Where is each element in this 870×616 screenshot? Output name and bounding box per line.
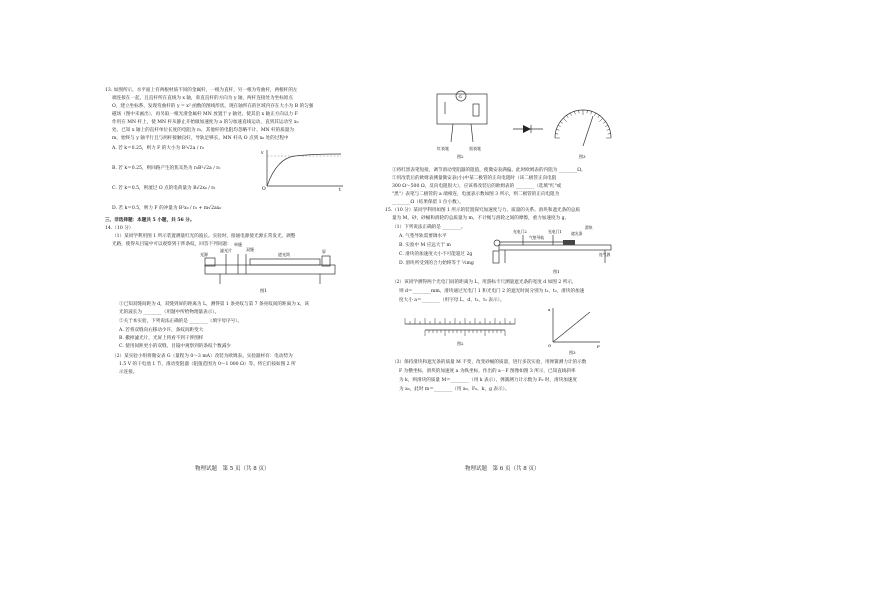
dial-tick	[560, 122, 562, 124]
label-air-source: 连气源	[599, 252, 611, 257]
microammeter-symbol: G	[458, 94, 462, 99]
red-probe-lead	[451, 124, 453, 142]
af-f-label: F	[597, 344, 600, 349]
q14-heading: 14.（10 分）	[105, 226, 134, 231]
af-caption: 图3	[569, 350, 576, 355]
dial-tick	[598, 115, 600, 117]
screen	[322, 256, 330, 266]
dial-tick	[556, 129, 559, 130]
fig1-caption: 图1	[260, 288, 267, 293]
q15-line: 量为 M，砂、砂桶和滑轮的总质量为 m，不计绳与滑轮之间的摩擦，重力加速度为 g。	[392, 216, 570, 221]
a-f-graph	[545, 306, 605, 355]
q15b-line: 则 d＝________mm。滑块通过光电门 1 和光电门 2 的遮光时间分别为 t₁、t₂，滑块的加速	[399, 289, 585, 294]
q14b-line: "黑"）表笔与二极管的 a 端相连，电流表示数如图 3 所示，则二极管的正向电阻为	[392, 192, 560, 197]
dial-tick	[563, 118, 567, 122]
meter-dial-figure	[553, 106, 613, 161]
fig2-caption: 图2	[457, 154, 464, 159]
section-heading: 三、非选择题：本题共 5 小题，共 56 分。	[105, 218, 195, 223]
q14-line: 光的波长为 ________（用题中所给物理量表示）。	[119, 310, 220, 315]
right-page-footer: 物理试题 第 6 页（共 8 页）	[465, 466, 540, 472]
q13-line: O，建立坐标系，发现弯曲杆的 y = x² 函数的图线形状。现在轴所在的区域内存在大小为 B 的匀强	[112, 104, 314, 109]
q15c-line: 为 a₀，此时 m＝________（用 a₀、F₀、k、g 表示）。	[399, 387, 510, 392]
q15-option-b: B. 实验中 M 应远大于 m	[399, 243, 451, 248]
q14-option-b: B. 撤掉滤光片，光屏上将看不到干涉图样	[119, 336, 204, 341]
dial-tick	[570, 113, 571, 116]
q13-line: 作用在 MN 杆上，使 MN 杆从静止开始做加速度为 a 的匀加速直线运动，直到其运动至 x₀	[112, 120, 299, 125]
q13-line: m，始终与 y 轴平行且与两杆接触良好，导轨足够长，MN 杆从 O 点到 x₀ 处的过程中	[112, 136, 289, 141]
q14-line: 示连接。	[119, 370, 138, 375]
red-probe-label: 红表笔	[437, 146, 449, 151]
q15c-line: （3）保持滑块和遮光条的质量 M 不变，改变砂桶的质量，进行多次实验，用弹簧测力计的示数	[392, 360, 587, 365]
q14-line: ②关于本实验，下列说法正确的是 ________（填字母序号）。	[119, 319, 243, 324]
af-origin-label: O	[548, 343, 552, 348]
fig1-label-source: 光源	[200, 252, 208, 257]
q15c-line: F 为横坐标，滑块的加速度 a 为纵坐标，作出的 a－F 图像如图 3 所示，已知直线斜率	[399, 369, 576, 374]
label-air-track: 气垫导轨	[529, 235, 545, 240]
graph-v-label: v	[261, 151, 264, 156]
q15-line: （1）下列说法正确的是 ________。	[392, 225, 466, 230]
q14-line: ①已知双缝间距为 d，双缝到屏的距离为 L，测得第 1 条亮纹与第 7 条亮纹间的距离为 x，该	[119, 302, 310, 307]
left-page-footer: 物理试题 第 5 页（共 8 页）	[195, 466, 270, 472]
optical-bench-figure	[190, 242, 340, 298]
dial-tick	[567, 115, 569, 117]
right-page	[385, 88, 730, 483]
dial-tick	[594, 113, 595, 116]
vernier-scale-ticks	[425, 330, 505, 336]
q14b-line: ②用改装后的欧姆表测量微安表(小)中某二极管的正向电阻时（该二极管正向电阻	[392, 176, 557, 181]
label-shade: 遮光条	[571, 231, 583, 236]
q13-option-a: A. 若 k＝0.25，则力 F 的大小为 B²√2a / r₀	[112, 146, 204, 151]
fig3-caption: 图3	[579, 154, 586, 159]
dial-tick	[603, 122, 605, 124]
graph-origin-label: O	[262, 187, 266, 192]
q15-option-a: A. 气垫导轨需要调水平	[399, 234, 447, 239]
dial-tick	[558, 125, 561, 126]
q14-line: 1.5 V 的干电池 1 节，滑动变阻器（阻值范围为 0～1 000 Ω）等。将它们按如图 2 所	[119, 362, 296, 367]
q15-fig1-caption: 图1	[553, 269, 560, 274]
vernier-caption: 图2	[457, 341, 464, 346]
graph-t-label: t	[339, 188, 341, 193]
tube	[250, 259, 320, 265]
q13-graph	[255, 150, 345, 193]
q14-line: （1）某同学利用图 1 所示装置测量红光的波长。实验时，接通电源使光源正常发光，调整	[112, 234, 296, 239]
dial-needle	[583, 116, 593, 146]
fig1-label-screen: 屏	[322, 249, 326, 254]
q15-option-d: D. 滑块所受到的合力始终等于 ½mg	[399, 261, 474, 266]
ohmmeter-circuit-figure	[433, 88, 503, 158]
q15-option-c: C. 滑块的加速度大小不可能超过 2g	[399, 252, 473, 257]
black-probe-label: 黑表笔	[469, 146, 481, 151]
dial-tick	[591, 111, 592, 114]
label-photogate1: 光电门1	[548, 229, 562, 234]
q14b-line: 300 Ω～500 Ω，反向电阻很大），应该将改装后的欧姆表的 ________（选填"红"或	[392, 184, 562, 189]
q13-line: 端连接在一起，且直杆所在直线为 x 轴，垂直直杆的方向为 y 轴，两杆连接处为坐标原点	[112, 96, 293, 101]
vernier-figure	[405, 310, 525, 350]
pulley	[494, 240, 500, 246]
label-slider: 滑块	[585, 225, 593, 230]
main-scale-ticks	[405, 318, 515, 324]
diode-figure	[513, 124, 543, 134]
diode-symbol	[523, 125, 531, 133]
bench-rail	[205, 265, 335, 274]
air-track	[499, 245, 611, 250]
q14-line: 光路，使得从目镜中可以观察到干涉条纹，回答下列问题：	[112, 242, 232, 247]
q14b-line: ________Ω（结果保留 1 位小数）。	[392, 200, 464, 205]
dial-tick	[574, 111, 575, 114]
label-photogate2: 光电门2	[513, 229, 527, 234]
q15b-line: （2）该同学测得两个光电门间的距离为 L，用游标卡尺测量遮光条的宽度 d 如图 2 所示，	[392, 280, 577, 285]
fig1-label-filter: 滤光片	[220, 248, 232, 253]
rheostat	[473, 104, 479, 116]
dial-tick	[599, 118, 603, 122]
fig1-label-tube: 遮光筒	[278, 252, 290, 257]
q13-option-d: D. 若 k＝0.5，则力 F 的冲量为 B²x₀ / r₀ + m√2ax₀	[112, 206, 222, 211]
fig1-label-double: 双缝	[246, 247, 254, 252]
graph-curve	[267, 154, 341, 186]
dial-tick	[607, 129, 610, 130]
black-probe-lead	[471, 124, 473, 142]
sand-bucket	[493, 251, 499, 263]
fig1-label-single: 单缝	[234, 242, 242, 247]
air-track-figure	[493, 223, 623, 278]
dial-ticks	[555, 110, 611, 138]
q14b-line: ①将红黑表笔短接，调节滑动变阻器的阻值，使微安表满偏，此时欧姆表的内阻为 ________Ω。	[392, 168, 586, 173]
q14-option-c: C. 使用间距更小的双缝，目镜中观察到的条纹个数减少	[119, 344, 231, 349]
q14-line: （2）某实验小组将微安表 G（量程为 0～3 mA）改装为欧姆表。实验器材有：电动势为	[112, 354, 293, 359]
q13-option-c: C. 若 k＝0.5，则流过 O 点的电荷量为 B√2x₀ / r₀	[112, 186, 216, 191]
circuit-box	[437, 94, 487, 124]
af-a-label: a	[548, 307, 551, 312]
q15b-line: 度大小 a＝________（用字母 L、d、t₁、t₂ 表示）。	[399, 298, 505, 303]
dial-tick	[605, 125, 608, 126]
q13-line: 处。已知 x 轴上的直杆单位长度的电阻为 r₀，其他杆的电阻均忽略不计，MN 杆的质量为	[112, 128, 294, 133]
q13-line: 磁场（图中未画出），再另取一根光滑金属杆 MN 放置于 y 轴处，使其沿 x 轴正方向以力 F	[112, 112, 298, 117]
q13-option-b: B. 若 k＝0.25，则回路产生的焦耳热为 r₀B²√2a / r₀	[112, 166, 221, 171]
af-line	[553, 312, 590, 342]
q13-line: 13. 如图所示，水平面上有两根材质不同的金属杆，一根为直杆，另一根为弯曲杆，两根杆的左	[105, 88, 298, 93]
q15c-line: 为 k，则滑块的质量 M＝________（用 k 表示），弹簧测力计示数为 F₀ 时，滑块加速度	[399, 378, 577, 383]
q15-line: 15.（10 分）某同学利用如图 1 所示的装置探究加速度与力、质量的关系。滑块和遮光条的总质	[385, 208, 581, 213]
q14-option-a: A. 若将双缝向右移动少许，条纹间距变大	[119, 328, 204, 333]
slider-block	[563, 240, 575, 245]
